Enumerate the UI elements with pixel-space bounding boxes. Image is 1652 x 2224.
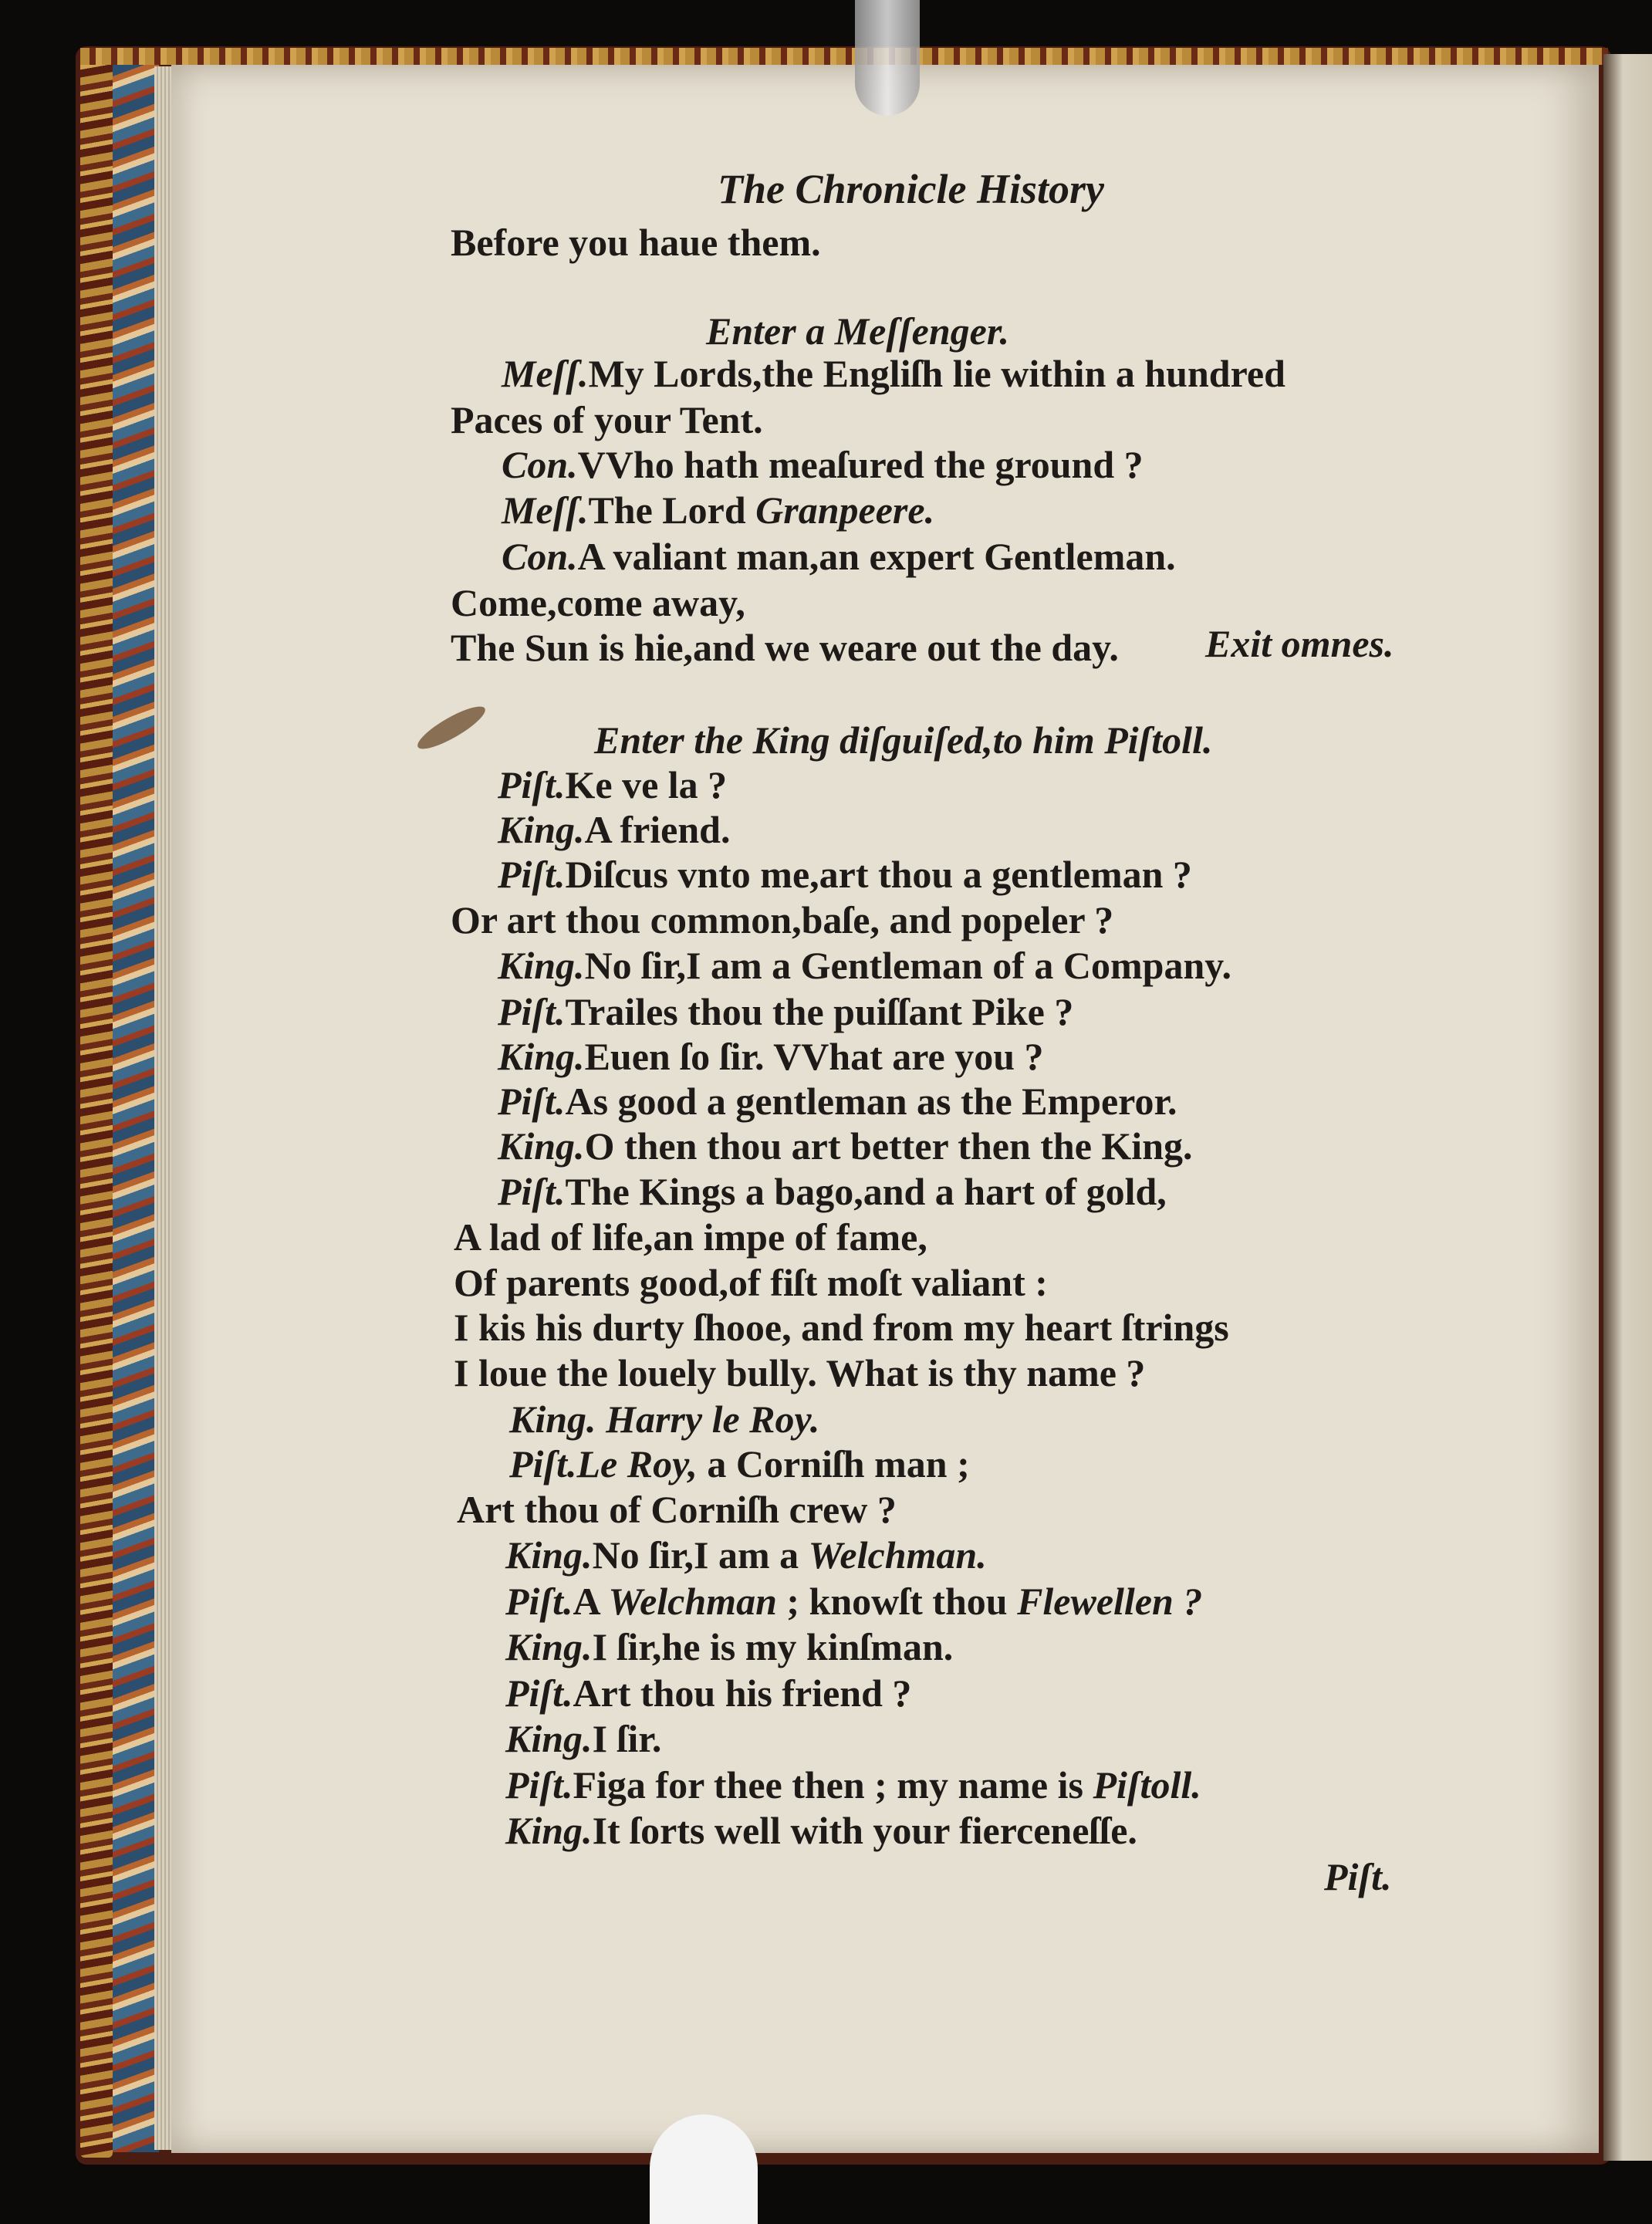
italic-name: Le Roy, [576,1442,698,1485]
speech-line [509,1397,819,1442]
italic-name: Flewellen ? [1017,1580,1203,1623]
speaker-name: Piſt. [498,990,566,1033]
speech-line [502,442,1144,487]
line-text: No ſir,I am a Gentleman of a Company. [584,944,1232,987]
speaker-name: Piſt. [498,1080,566,1123]
speaker-name: King. [505,1717,593,1760]
line-text: No ſir,I am a [592,1533,809,1577]
stage-text: Enter the King diſguiſed,to him Piſtoll. [594,718,1213,762]
running-head: The Chronicle History [718,166,1105,212]
speaker-name: Piſt. [498,763,566,806]
italic-name: Welchman [608,1580,777,1623]
line-text: The Lord [588,488,756,532]
line-text: A valiant man,an expert Gentleman. [577,535,1176,578]
line-text: I ſir,he is my kinſman. [592,1625,954,1668]
italic-name: Piſtoll. [1093,1763,1201,1807]
line-text: Of parents good,of fiſt moſt valiant : [454,1261,1048,1304]
speaker-name: King. [509,1398,596,1441]
line-text: I ſir. [592,1717,662,1760]
text-line [451,580,745,625]
speech-line [498,989,1073,1034]
line-text: Art thou his friend ? [573,1671,912,1715]
speech-line [502,351,1285,396]
text-line [451,625,1119,670]
speech-line [505,1671,911,1715]
line-text: Or art thou common,baſe, and popeler ? [451,898,1114,941]
stage-direction [594,718,1212,762]
catchword: Piſt. [1324,1855,1392,1898]
line-text: I kis his durty ſhooe, and from my heart ſtrings [454,1306,1229,1349]
speaker-name: King. [505,1533,593,1577]
speech-line [498,852,1192,897]
speech-line [498,1034,1044,1079]
text-line [451,897,1113,942]
line-text: It ſorts well with your fierceneſſe. [592,1809,1137,1852]
text-line [451,220,821,265]
line-text: Ke ve la ? [565,763,728,806]
text-line [454,1215,927,1259]
line-text: Art thou of Corniſh crew ? [457,1488,897,1531]
speaker-name: King. [498,1035,585,1078]
line-text: Diſcus vnto me,art thou a gentleman ? [565,853,1192,896]
speaker-name: Meſſ. [502,488,589,532]
line-text: a Corniſh man ; [697,1442,970,1485]
speaker-name: Piſt. [498,853,566,896]
speech-line [502,488,934,532]
speech-line [505,1579,1202,1624]
speaker-name: Piſt. [505,1671,573,1715]
text-line [454,1260,1048,1305]
speaker-name: Con. [502,443,578,486]
line-text: A friend. [584,808,731,851]
line-text: The Sun is hie,and we weare out the day. [451,626,1119,669]
line-text: Paces of your Tent. [451,398,763,441]
line-text: O then thou art better then the King. [584,1124,1193,1168]
speaker-name: King. [498,944,585,987]
stage-text: Enter a Meſſenger. [706,309,1010,353]
speaker-name: King. [505,1625,593,1668]
line-text: Before you haue them. [451,221,821,264]
line-text: A [573,1580,609,1623]
italic-name: Harry le Roy. [606,1398,820,1441]
text-line [457,1487,897,1532]
speaker-name: Piſt. [505,1580,573,1623]
speech-line [505,1533,987,1577]
speech-line [502,534,1176,579]
text-line [454,1350,1145,1395]
italic-name: Welchman. [808,1533,987,1577]
speaker-name: King. [498,808,585,851]
speaker-name: King. [505,1809,593,1852]
speaker-name: Piſt. [509,1442,577,1485]
line-text: Trailes thou the puiſſant Pike ? [565,990,1074,1033]
exit-text: Exit omnes. [1205,622,1394,665]
exit-direction [1205,621,1394,666]
speech-line [509,1442,970,1486]
speaker-name: Meſſ. [502,352,589,395]
line-text: My Lords,the Engliſh lie within a hundred [588,352,1285,395]
speech-line [505,1808,1137,1853]
line-text: A lad of life,an impe of fame, [454,1215,927,1259]
line-text: Come,come away, [451,581,745,624]
speech-line [498,807,730,852]
line-text: I loue the louely bully. What is thy name ? [454,1351,1146,1394]
line-text: VVho hath meaſured the ground ? [577,443,1144,486]
speech-line [498,762,727,807]
text-line [451,397,763,442]
line-text: Figa for thee then ; my name is [573,1763,1093,1807]
speaker-name: King. [498,1124,585,1168]
line-text: The Kings a bago,and a hart of gold, [565,1170,1167,1213]
speech-line [505,1763,1201,1807]
speech-line [498,943,1231,988]
speech-line [505,1624,953,1669]
speech-line [498,1079,1177,1124]
speech-line [498,1169,1167,1214]
italic-name: Granpeere. [755,488,935,532]
speech-line [498,1124,1193,1168]
line-text: ; knowſt thou [776,1580,1018,1623]
speaker-name: Piſt. [505,1763,573,1807]
speech-line [505,1716,661,1761]
line-text: As good a gentleman as the Emperor. [565,1080,1177,1123]
speaker-name: Piſt. [498,1170,566,1213]
line-text: Euen ſo ſir. VVhat are you ? [584,1035,1044,1078]
text-line [454,1305,1229,1350]
speaker-name: Con. [502,535,578,578]
stage-direction [706,309,1009,353]
